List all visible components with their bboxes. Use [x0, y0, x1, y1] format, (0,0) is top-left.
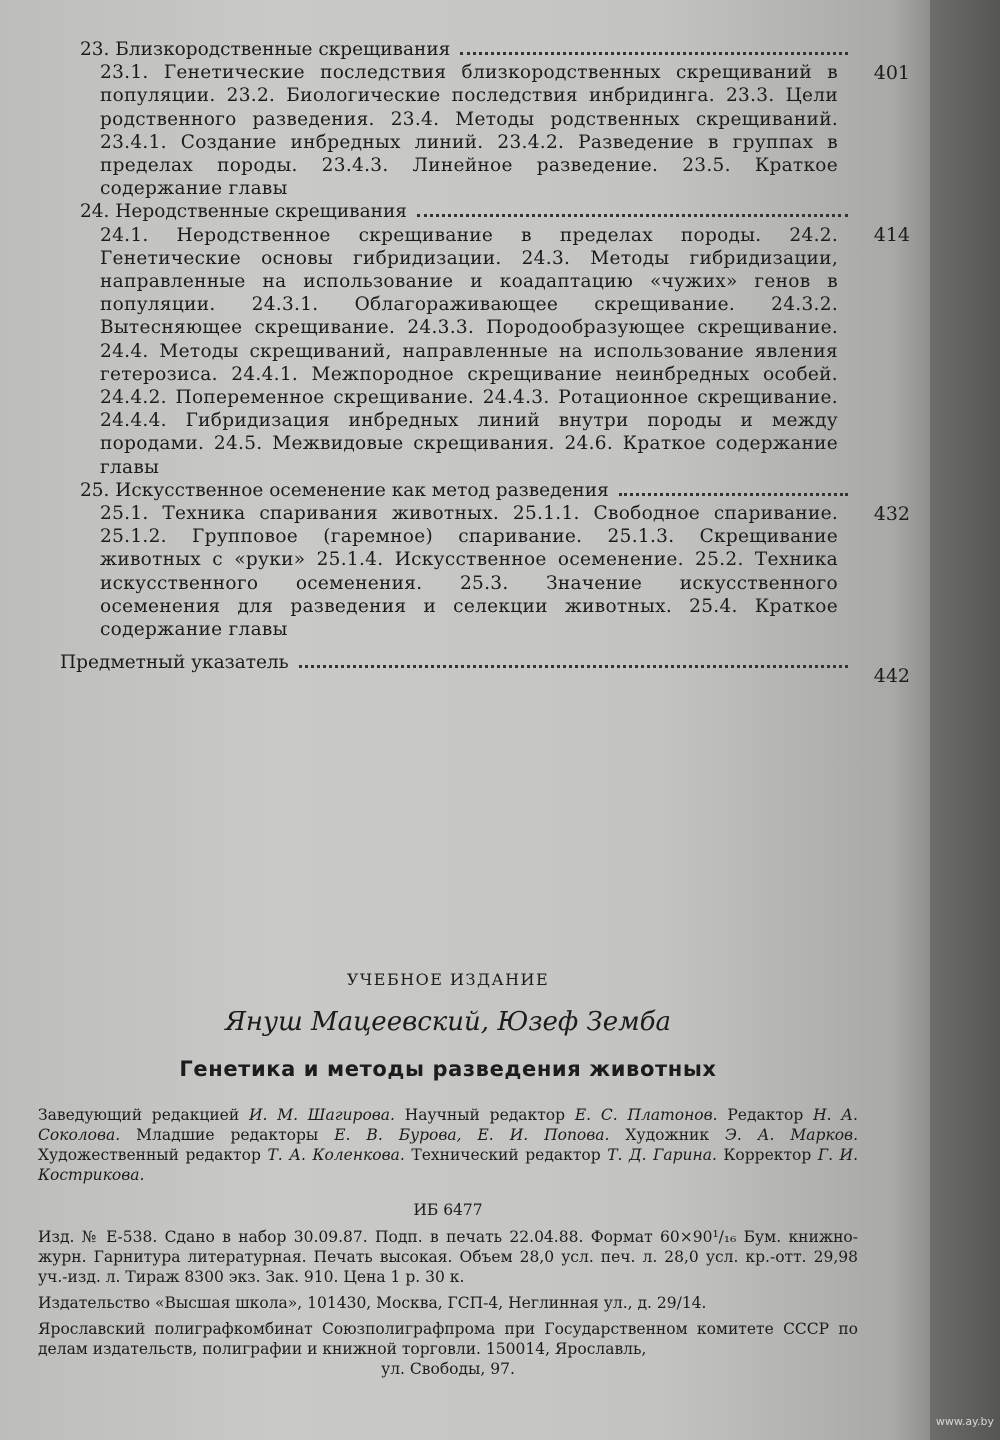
- staff-name: Т. Д. Гарина.: [607, 1146, 717, 1164]
- toc-heading: 23. Близкородственные скрещивания: [80, 39, 451, 60]
- edition-label: УЧЕБНОЕ ИЗДАНИЕ: [346, 970, 550, 989]
- toc-description: 25.1. Техника спаривания животных. 25.1.1. Свободное спаривание. 25.1.2. Групповое (гаремное) спаривание. 25.1.3. Скрещивание животных с «руки» 25.1.4. Искусственное осеменение. 25.2. Техника искусственного осеменения. 25.3. Значение искусственного осеменения для разведения и селекции животных. 25.4. Краткое содержание главы: [100, 503, 838, 641]
- book-title: Генетика и методы разведения животных: [179, 1057, 717, 1081]
- staff-name: Э. А. Марков.: [725, 1126, 858, 1144]
- publisher-address: Издательство «Высшая школа», 101430, Москва, ГСП-4, Неглинная ул., д. 29/14.: [38, 1294, 707, 1312]
- toc-entry-25: [60, 479, 910, 641]
- toc-heading: Предметный указатель: [60, 652, 289, 674]
- toc-heading-row: [60, 38, 910, 61]
- page-gutter-shadow: [930, 0, 1000, 1440]
- toc-page-number: 414: [873, 224, 910, 247]
- imprint-block: [38, 970, 858, 1379]
- printer-address: ул. Свободы, 97.: [381, 1360, 515, 1378]
- publication-details: Изд. № Е-538. Сдано в набор 30.09.87. Подп. в печать 22.04.88. Формат 60×90¹/₁₆ Бум. книжно-журн. Гарнитура литературная. Печать высокая. Объем 28,0 усл. печ. л. 28,0 усл. кр.-отт. 29,98 уч.-изд. л. Тираж 8300 экз. Зак. 910. Цена 1 р. 30 к.: [38, 1228, 858, 1286]
- toc-entry-24: [60, 200, 910, 478]
- toc-entry-index: [60, 651, 910, 688]
- toc-heading-row: [60, 200, 910, 223]
- printer-info: [38, 1319, 858, 1379]
- dot-leader: [619, 493, 848, 496]
- toc-heading: 24. Неродственные скрещивания: [80, 201, 407, 223]
- table-of-contents: [60, 38, 910, 688]
- staff-role: Художник: [609, 1126, 726, 1144]
- toc-page-number: 442: [873, 665, 910, 688]
- staff-role: Технический редактор: [404, 1146, 608, 1164]
- toc-heading-row: [60, 479, 910, 502]
- staff-name: И. М. Шагирова.: [248, 1106, 395, 1124]
- staff-name: Т. А. Коленкова.: [267, 1146, 405, 1164]
- editorial-staff: [38, 1105, 858, 1185]
- staff-role: Корректор: [716, 1146, 818, 1164]
- dot-leader: [417, 214, 848, 217]
- staff-name: Г. И. Кострикова.: [38, 1146, 859, 1184]
- toc-page-number: 432: [873, 502, 910, 525]
- watermark: www.ay.by: [935, 1415, 994, 1428]
- toc-page-number: 401: [873, 62, 910, 84]
- staff-role: Художественный редактор: [38, 1146, 268, 1164]
- printer-text: Ярославский полиграфкомбинат Союзполиграфпрома при Государственном комитете СССР по делам издательств, полиграфии и книжной торговли. 150014, Ярославль,: [38, 1320, 858, 1358]
- toc-description: 24.1. Неродственное скрещивание в пределах породы. 24.2. Генетические основы гибридизации. 24.3. Методы гибридизации, направленные на использование и коадаптацию «чужих» генов в популяции. 24.3.1. Облагораживающее скрещивание. 24.3.2. Вытесняющее скрещивание. 24.3.3. Породообразующее скрещивание. 24.4. Методы скрещиваний, направленные на использование явления гетерозиса. 24.4.1. Межпородное скрещивание неинбредных особей. 24.4.2. Попеременное скрещивание. 24.4.3. Ротационное скрещивание. 24.4.4. Гибридизация инбредных линий внутри породы и между породами. 24.5. Межвидовые скрещивания. 24.6. Краткое содержание главы: [100, 224, 838, 478]
- toc-entry-23: [60, 38, 910, 200]
- toc-heading-row: [60, 651, 910, 674]
- staff-role: Заведующий редакцией: [38, 1106, 249, 1124]
- book-authors: Януш Мацеевский, Юзеф Земба: [224, 1007, 672, 1037]
- staff-role: Редактор: [717, 1106, 814, 1124]
- ib-number: ИБ 6477: [413, 1201, 483, 1219]
- staff-name: Е. В. Бурова, Е. И. Попова.: [334, 1126, 610, 1144]
- toc-heading: 25. Искусственное осеменение как метод разведения: [80, 479, 609, 501]
- dot-leader: [299, 665, 848, 668]
- staff-role: Научный редактор: [394, 1106, 575, 1124]
- staff-name: Е. С. Платонов.: [574, 1106, 718, 1124]
- dot-leader: [460, 52, 848, 55]
- staff-name: Н. А. Соколова.: [38, 1106, 858, 1144]
- staff-role: Младшие редакторы: [120, 1126, 335, 1144]
- toc-description: 23.1. Генетические последствия близкородственных скрещиваний в популяции. 23.2. Биологические последствия инбридинга. 23.3. Цели родственного разведения. 23.4. Методы родственных скрещиваний. 23.4.1. Создание инбредных линий. 23.4.2. Разведение в группах в пределах породы. 23.4.3. Линейное разведение. 23.5. Краткое содержание главы: [100, 62, 838, 200]
